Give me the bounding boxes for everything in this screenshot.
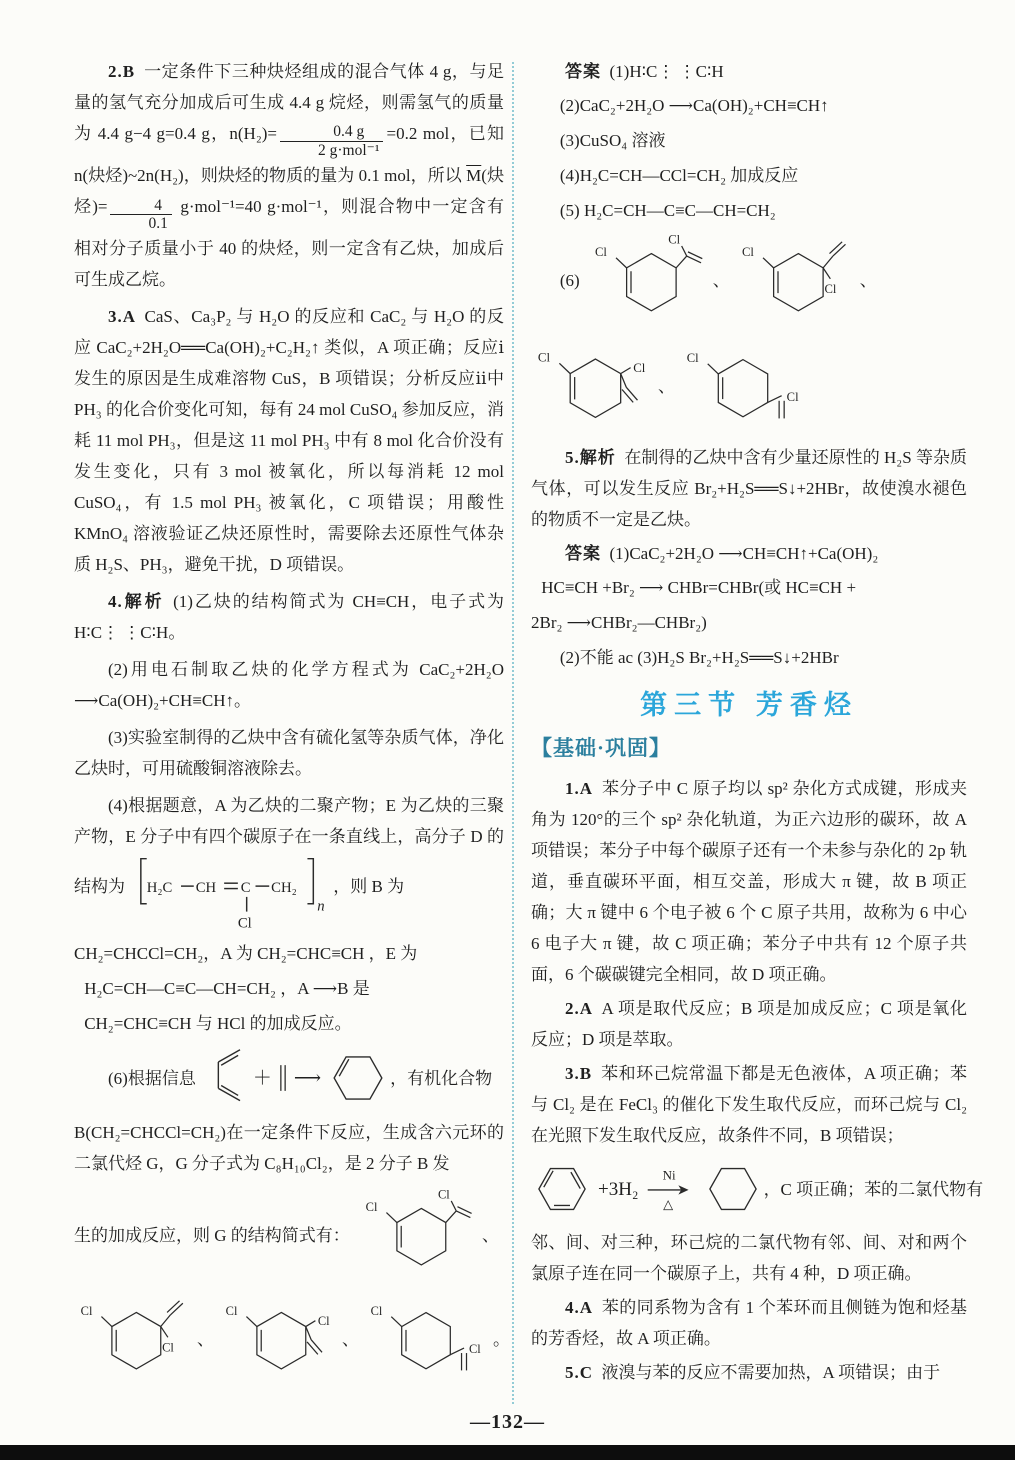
item-4-part6-intro: (6)根据信息 [108, 1068, 196, 1088]
section-title: 第三节 芳香烃 [640, 690, 858, 720]
item-4-explanation-part2: (2)用电石制取乙炔的化学方程式为 CaC₂+2H₂O ⟶Ca(OH)₂+CH≡CH↑。 [74, 660, 504, 711]
formula-line-ab: CH₂=CHC≡CH 与 HCl 的加成反应。 [84, 1014, 352, 1034]
svg-text:Ni: Ni [662, 1167, 676, 1183]
svg-text:H₂C: H₂C [146, 880, 173, 897]
svg-text:△: △ [662, 1196, 673, 1211]
aromatics-item-3-label: 3.B [565, 1064, 593, 1083]
g-isomer-a-structure [588, 230, 708, 331]
aromatics-item-3-part1: 3.B 苯和环己烷常温下都是无色液体，A 项正确；苯与 Cl₂ 是在 FeCl₃ 的催化下发生取代反应，而环己烷与 Cl₂ 在光照下发生取代反应，故条件不同，B 项错误； [531, 1064, 967, 1145]
item-2-explanation [74, 56, 504, 295]
column-divider [512, 62, 514, 1404]
cyclohexene-structure [326, 1045, 390, 1111]
catalyst-condition-arrow [644, 1167, 696, 1211]
item-3-explanation [74, 301, 504, 580]
g-isomer-d-structure [680, 335, 806, 438]
plus-sign: ＋ [252, 1067, 272, 1089]
item-2-text-4: g·mol⁻¹=40 g·mol⁻¹，则混合物中一定含有相对分子质量小于 40 的炔烃，则一定含有乙炔，加成后可生成乙烷。 [74, 197, 504, 290]
aromatics-item-1-label: 1.A [565, 779, 594, 798]
aromatics-item-5: 5.C 液溴与苯的反应不需要加热，A 项错误；由于 [565, 1363, 941, 1382]
aromatics-item-5-label: 5.C [565, 1363, 594, 1382]
item-4-answer-line-4: (4)H₂C=CH—CCl=CH₂ 加成反应 [559, 166, 799, 185]
aromatics-item-3-inline-text: ，C 项正确；苯的二氯代物有 [763, 1179, 984, 1199]
ethylene-structure [277, 1061, 289, 1095]
item-4-explanation-part4: (4)根据题意，A 为乙炔的二聚产物；E 为乙炔的三聚产物，E 分子中有四个碳原子在一条直线上，高分子 D 的结构为 H₂C CH C CH₂ n Cl ，则 B 为 [74, 796, 504, 932]
answer-label: 答案 [565, 544, 601, 563]
item-5-answer-line-1: 答案 (1)CaC₂+2H₂O ⟶CH≡CH↑+Ca(OH)₂ [565, 544, 879, 563]
item-4-explanation-part6: B(CH₂=CHCCl=CH₂)在一定条件下反应，生成含六元环的二氯代烃 G，G 分子式为 C₈H₁₀Cl₂，是 2 分子 B 发 [74, 1123, 504, 1174]
reaction-arrow: ⟶ [293, 1067, 322, 1089]
page-bottom-edge [0, 1445, 1015, 1460]
item-5-answer-line-3: 2Br₂ ⟶CHBr₂—CHBr₂) [531, 613, 707, 632]
aromatics-item-2-label: 2.A [565, 999, 594, 1018]
aromatics-item-1: 1.A 苯分子中 C 原子均以 sp² 杂化方式成键，形成夹角为 120°的三个 sp² 杂化轨道，为正六边形的碳环，故 A 项错误；苯分子中每个碳原子还有一个未参与杂化的 2p 轨道，垂直碳环平面，相互交盖，形成大 π 键，故 B 项正确；大 π 键中 6 个电子被 6 个 C 原子共用，故称为 6 中心 6 电子大 π 键，故 C 项正确；苯分子中共有 12 个原子共面，6 个碳碳键完全相同，故 D 项正确。 [531, 779, 967, 984]
item-5-explanation: 5.解析 在制得的乙炔中含有少量还原性的 H₂S 等杂质气体，可以发生反应 Br₂+H₂S══S↓+2HBr，故使溴水褪色的物质不一定是乙炔。 [531, 448, 968, 529]
item-2-text-3: (炔烃)= [74, 166, 504, 217]
answer-6-label: (6) [559, 271, 580, 290]
item-4-answer-line-1: 答案 (1)H∶C⋮ ⋮C∶H [565, 62, 724, 81]
svg-text:Cl: Cl [786, 389, 799, 404]
answer-6-isomers-row-2: Cl Cl 、 Cl Cl [531, 335, 967, 438]
benzene-hydrogenation-reaction [531, 1157, 984, 1221]
svg-text:Cl: Cl [741, 245, 754, 260]
left-column [74, 56, 510, 1393]
svg-text:Cl: Cl [238, 915, 253, 932]
fraction-molar-mass: $\frac{4}{0.1}$ [110, 197, 171, 234]
benzene-structure [531, 1157, 593, 1221]
svg-text:Cl: Cl [370, 1304, 383, 1319]
svg-text:Cl: Cl [824, 282, 837, 297]
svg-text:Cl: Cl [468, 1342, 481, 1357]
svg-text:CH: CH [195, 880, 217, 897]
item-4-answer-line-3: (3)CuSO₄ 溶液 [559, 131, 666, 150]
g-isomers-row-1: 生的加成反应，则 G 的结构简式有： Cl Cl 、 [74, 1185, 504, 1285]
butadiene-structure [202, 1045, 246, 1111]
item-2-text-2: =0.2 mol，已知 n(炔烃)~2n(H₂)，则炔烃的物质的量为 0.1 mol，所以 [74, 124, 504, 186]
g-isomer-a-structure [359, 1185, 477, 1285]
svg-text:C: C [241, 880, 251, 897]
page-number: —132— [470, 1411, 545, 1433]
item-4-explanation-part1: 4.解析 (1)乙炔的结构简式为 CH≡CH，电子式为 H∶C⋮ ⋮C∶H。 [74, 592, 505, 643]
item-2-text-1: 一定条件下三种炔烃组成的混合气体 4 g，与足量的氢气充分加成后可生成 4.4 g 烷烃，则需氢气的质量为 4.4 g−4 g=0.4 g，n(H₂)= [74, 62, 504, 143]
item-3-text: CaS、Ca₃P₂ 与 H₂O 的反应和 CaC₂ 与 H₂O 的反应 CaC₂+2H₂O══Ca(OH)₂+C₂H₂↑ 类似，A 项正确；反应ⅰ发生的原因是生成难溶物 CuS，B 项错误；分析反应ⅱ中 PH₃ 的化合价变化可知，每有 24 mol CuSO₄ 参加反应，消耗 11 mol PH₃，但是这 11 mol PH₃ 中有 8 mol 化合价没有发生变化，只有 3 mol 被氧化，所以每消耗 12 mol CuSO₄，有 1.5 mol PH₃ 被氧化，C 项错误；用酸性 KMnO₄ 溶液验证乙炔还原性时，需要除去还原性气体杂质 H₂S、PH₃，避免干扰，D 项错误。 [74, 307, 504, 575]
svg-text:Cl: Cl [225, 1304, 238, 1319]
item-5-answer-line-4: (2)不能 ac (3)H₂S Br₂+H₂S══S↓+2HBr [559, 648, 839, 667]
item-4-jiexi-label: 4.解析 [108, 592, 165, 612]
fraction-h2-moles: $\frac{0.4 g}{\text{2 g·mol⁻¹}}$ [280, 123, 383, 160]
item-4-answer-line-2: (2)CaC₂+2H₂O ⟶Ca(OH)₂+CH≡CH↑ [559, 96, 829, 115]
svg-text:n: n [317, 898, 325, 915]
svg-text:Cl: Cl [317, 1314, 330, 1329]
item-3-answer-label: 3.A [108, 307, 137, 327]
polychloroprene-repeat-unit-structure [133, 852, 329, 932]
g-isomer-d-structure [364, 1289, 488, 1389]
g-isomer-b-structure [735, 230, 855, 331]
answer-6-isomers-row-1: (6) Cl Cl 、 Cl Cl 、 [531, 230, 967, 331]
svg-text:Cl: Cl [365, 1200, 378, 1215]
svg-text:Cl: Cl [537, 350, 551, 365]
svg-text:Cl: Cl [437, 1187, 450, 1202]
svg-text:Cl: Cl [162, 1340, 174, 1355]
item-4-answer-line-5: (5) H₂C=CH—C≡C—CH=CH₂ [559, 201, 776, 220]
aromatics-item-2: 2.A A 项是取代反应；B 项是加成反应；C 项是氧化反应；D 项是萃取。 [531, 999, 967, 1049]
formula-line-b: CH₂=CHCCl=CH₂，A 为 CH₂=CHC≡CH ，E 为 [74, 944, 418, 964]
g-isomers-row-2: Cl Cl 、 Cl Cl 、 Cl Cl 。 [74, 1289, 504, 1389]
answer-label: 答案 [565, 62, 601, 81]
g-isomer-c-structure [219, 1289, 337, 1389]
aromatics-item-4: 4.A 苯的同系物为含有 1 个苯环而且侧链为饱和烃基的芳香烃，故 A 项正确。 [531, 1298, 967, 1348]
svg-text:Cl: Cl [686, 351, 699, 366]
g-isomers-intro: 生的加成反应，则 G 的结构简式有： [74, 1225, 350, 1245]
g-isomer-b-structure [74, 1289, 192, 1389]
section-subtitle: 【基础·巩固】 [531, 736, 672, 760]
cyclohexane-structure [702, 1157, 764, 1221]
svg-text:Cl: Cl [594, 245, 607, 260]
svg-text:Cl: Cl [633, 360, 646, 375]
g-isomer-c-structure [531, 335, 653, 438]
plus-3h2-label: +3H₂ [598, 1178, 639, 1200]
item-5-answer-line-2: HC≡CH +Br₂ ⟶ CHBr=CHBr(或 HC≡CH + [541, 578, 857, 597]
item-4-explanation-part3: (3)实验室制得的乙炔中含有硫化氢等杂质气体，净化乙炔时，可用硫酸铜溶液除去。 [74, 728, 504, 779]
right-column [531, 56, 984, 1391]
item-2-answer-label: 2.B [108, 62, 136, 81]
item-5-jiexi-label: 5.解析 [565, 448, 616, 467]
svg-text:Cl: Cl [80, 1304, 93, 1319]
svg-text:CH₂: CH₂ [271, 880, 297, 897]
formula-line-e: H₂C=CH—C≡C—CH=CH₂ ，A ⟶B 是 [84, 979, 370, 999]
mean-molar-mass-symbol: $\overline{M}$ [466, 166, 482, 186]
diene-info-reaction: (6)根据信息 ＋ ⟶ ，有机化合物 [74, 1045, 504, 1111]
svg-text:Cl: Cl [667, 232, 680, 247]
aromatics-item-4-label: 4.A [565, 1298, 594, 1317]
aromatics-item-3-part2: 邻、间、对三种，环己烷的二氯代物有邻、间、对和两个氯原子连在同一个碳原子上，共有 4 种，D 项正确。 [531, 1233, 967, 1283]
